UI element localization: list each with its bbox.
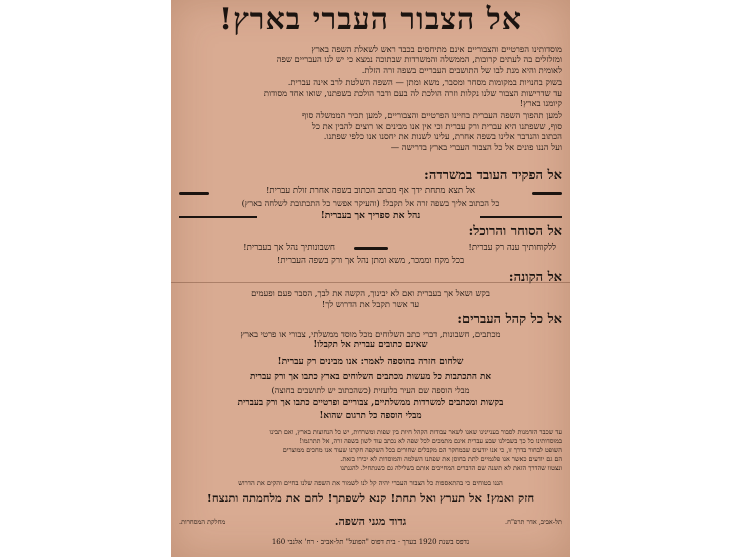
- section-line: מבלי הוספה שם העיר בלועזית (כשהכתוב יש לתושבים בחוצה): [271, 385, 470, 395]
- bullet-dash: [354, 247, 388, 250]
- closing-line: ונצטוו שהדרך הזאת לא תשנה שם הדברים המחייבים אותם בשלילה גם כשנתחיל. להגנתנו: [340, 464, 562, 472]
- poster-sheet: [171, 0, 570, 557]
- intro-line: ועל הננו פונים אל כל הצבור העברי בארץ בדרישה —: [390, 141, 562, 152]
- signature-note-dept: מחלקת המסחרות.: [179, 518, 226, 526]
- closing-line: עד שכבר הזדמנות לסבור בעניינינו שאנו לשאר עבודות הקהל חיות בין שפות ומשרדות, יש כל הנחוצות בארץ, ואם תבינו: [269, 428, 562, 436]
- intro-line: בשוק בחנויות במקומות מסחר ומסבר, משא ומתן — השפה השלטת לרב אינה עברית.: [287, 77, 562, 88]
- bullet-dash: [532, 192, 562, 195]
- section-line: בקשות ומכתבים למשרדות ממשלתיים, צבוריים ופרטיים כתבו אך ורק בעברית: [237, 398, 504, 408]
- section-line: שאינם כתובים עברית אל תקבלו!: [313, 340, 428, 350]
- section-line: עד אשר תקבל את הדרוש לך!: [321, 299, 420, 309]
- section-heading-clerk: אל הפקיד העובד במשרדה:: [424, 168, 562, 183]
- section-line: נהל את ספריך אך בעברית!: [320, 210, 421, 221]
- slogan: חזק ואמץ! אל תערץ ואל תחת! קנא לשפתך! לחם את מלחמתה ותנצח!: [206, 491, 535, 505]
- closing-line: הם גם יודעים כאשר אנו פלגמיים לתת בחוסן את שפתנו השלמה והמוסדות לא יכירו בזאת.: [340, 455, 562, 463]
- signature-note-date: תל-אביב, אדר תרפ"ח.: [505, 518, 562, 526]
- section-line: שלחום חזרה בהוספה לאמר: אנו מבינים רק עברית!: [277, 356, 464, 367]
- intro-line: למען תהפוך השפה העברית בחיינו הפרטיים והצבוריים, למען תכיר הממשלה סוף: [301, 110, 562, 121]
- closing-line: השופט לבחור בדרך זו, כי אנו יודעים שבמחקר הם מקבלים שחורים בכל השקפה חקרנו שעוד אנו מחכים ממוצרים: [282, 446, 562, 454]
- section-line: כל הכתוב אליך בשפה זרה אל תקבל! (והעיקר אפשר כל התכתובת לשלחה בארץ): [241, 198, 500, 208]
- section-line: מבלי הוספה כל תרגום שהוא!: [319, 411, 422, 421]
- section-heading-merchant: אל הסוחר והרוכל:: [468, 224, 562, 239]
- intro-line: הכתוב והנדבר אלינו בשפה אחרת, עלינו לשנות את יחסנו אנו כלפי שפתנו.: [323, 131, 562, 142]
- section-line: אל תצא מתחת ידך אף מכתב הכתוב בשפה אחרת זולת עברית!: [265, 186, 476, 196]
- section-line: מכתבים, חשבונות, דברי כתב השלוחים מכל מוסד ממשלתי, צבורי או פרטי בארץ: [240, 329, 501, 339]
- section-line: ללקוחותיך ענה רק עברית!: [468, 243, 556, 253]
- section-heading-buyer: אל הקונה:: [508, 270, 562, 285]
- closing-line: במוסדותינו כל כך בשבילנו שבע עברית אינם מתמכים לכל שפה לא נכתב עוד לשון בשפה זרה, אל תתרגמו!: [299, 437, 562, 445]
- signature: גדוד מגני השפה.: [334, 515, 407, 528]
- section-line: בקש ושאל אך בעברית ואם לא יבינוך, הקשה את לבך, הסבר פעם ופעמים: [251, 288, 490, 298]
- closing-paragraph: [179, 428, 562, 473]
- intro-line: עד שדרישות הצבור שלנו נקלות וזרה הולכת לה בעם ודבר הולכת בשפתנו, שואו אחד מסודות: [263, 87, 562, 98]
- section-line: את התכתבות כל מעשות מכתבים השלוחים בארץ כתבו אך ורק עברית: [249, 372, 491, 382]
- section-line: חשבונותיך נהל אך בעברית!: [243, 243, 335, 253]
- bullet-dash: [179, 192, 209, 195]
- intro-line: סוף, ששפתנו היא עברית ורק עברית וכי אין אנו מבינים או רוצים להבין את כל: [311, 120, 562, 131]
- intro-paragraph: [179, 44, 562, 152]
- intro-line: קיומנו בארץ!: [519, 98, 562, 109]
- section-line: בכל מקח וממכר, משא ומתן נהל אך ורק בשפה העברית!: [276, 256, 465, 266]
- intro-line: ומזלזלים בה לעתים קרובות, הממשלה והמשרדות שבתוכה נמצא כי יש לנו העבריים שפה: [276, 54, 562, 65]
- section-heading-public: אל כל קהל העברים:: [457, 312, 562, 327]
- signature-row: [179, 515, 562, 529]
- closing-note: הננו בטוחים כי בהתאספות כל הצבור העברי יהיה קל לנו לשמור את השפה שלנו בחיים והקים את הדרוש: [238, 479, 503, 487]
- poster-title: אל הצבור העברי בארץ!: [218, 2, 523, 37]
- intro-line: מוסדותינו הפרטיים והצבוריים אינם מתיחסים בכבד ראש לשאלת השפה בארץ: [311, 44, 562, 54]
- intro-line: לאומית והיא מנת לבו של התושבים העבריים בשפה זרה הזלת.: [361, 64, 562, 75]
- printer-line: נדפס בשנת 1920 בערך · בית דפוס "הפועל" תל-אביב · רח' אלנבי 160: [271, 538, 470, 546]
